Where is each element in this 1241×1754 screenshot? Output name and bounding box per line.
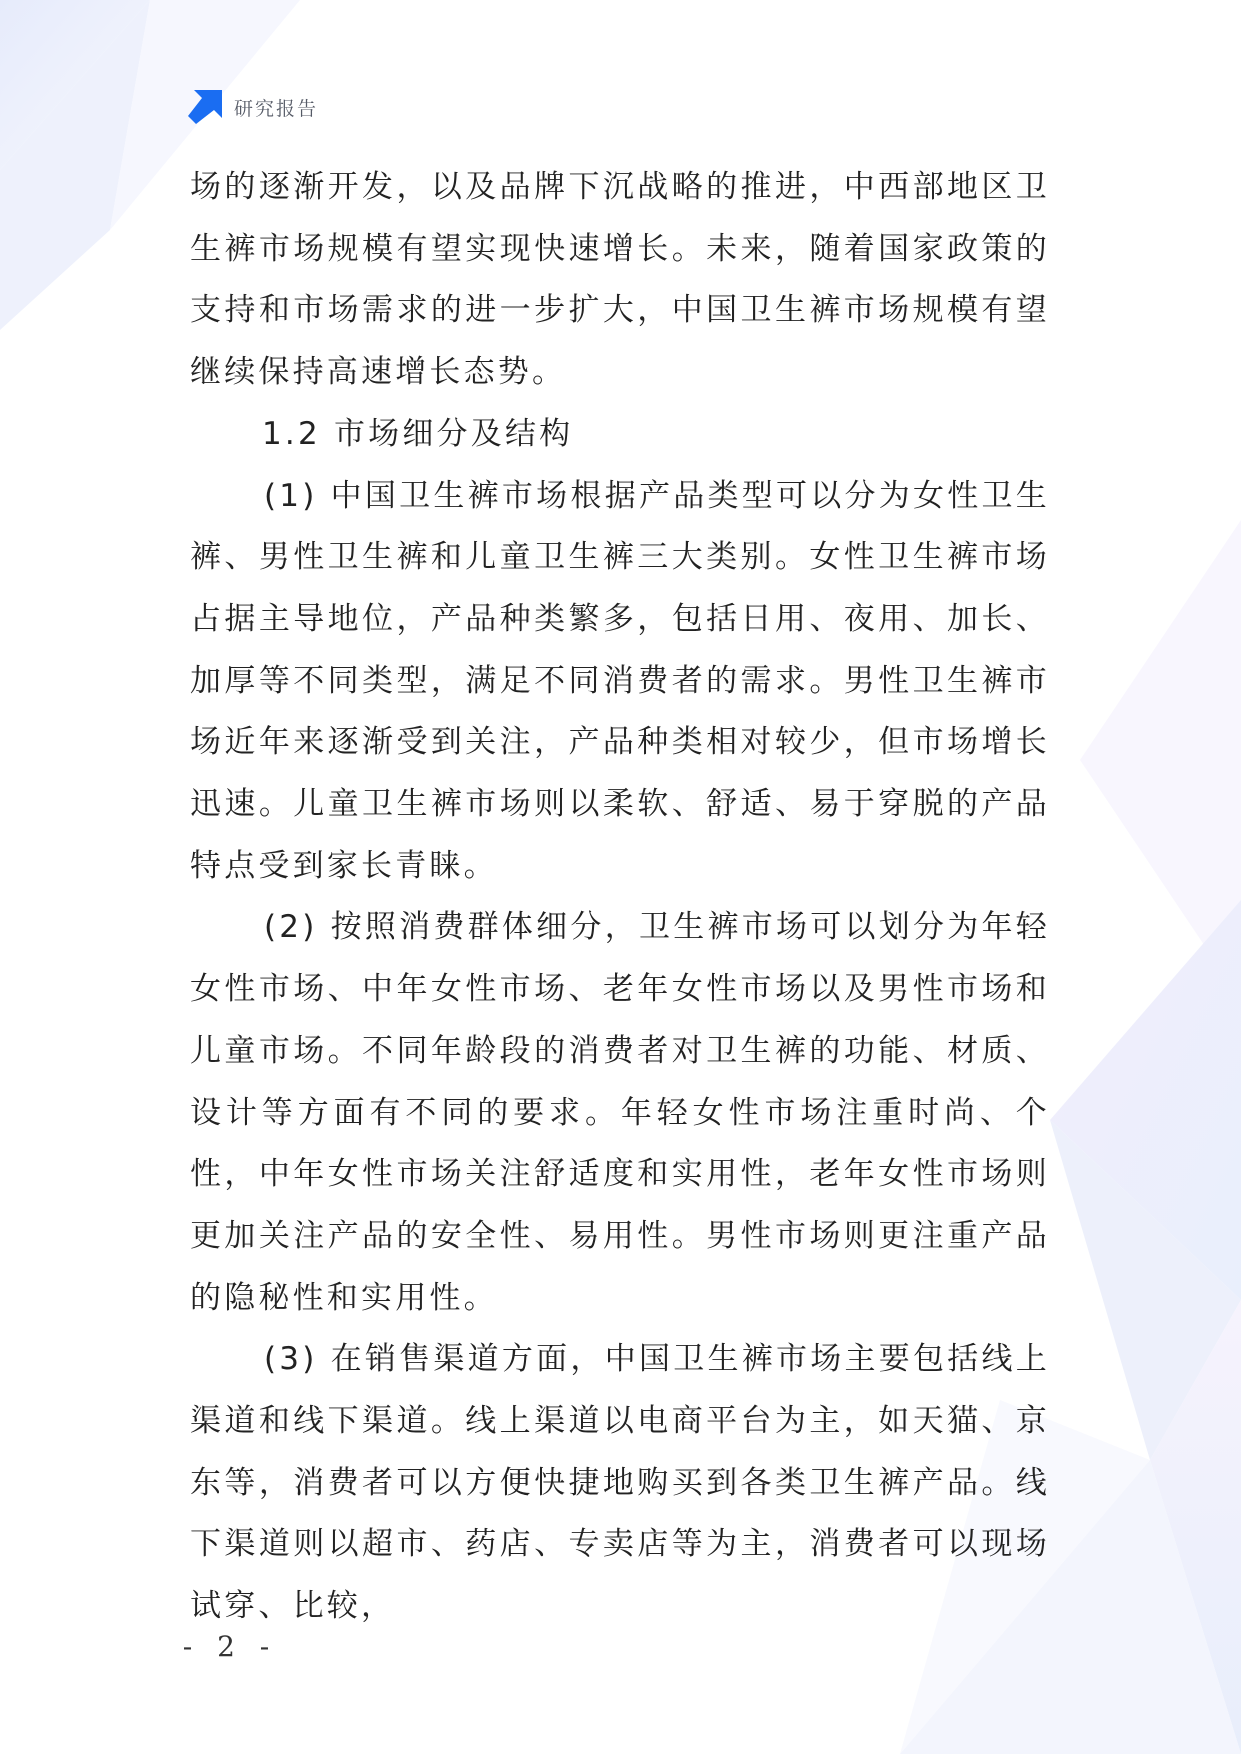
- header-title: 研究报告: [234, 97, 319, 120]
- section-heading: 1.2 市场细分及结构: [262, 415, 574, 452]
- paragraph-product-type: (1) 中国卫生裤市场根据产品类型可以分为女性卫生裤、男性卫生裤和儿童卫生裤三大类别。女性卫生裤市场占据主导地位，产品种类繁多，包括日用、夜用、加长、加厚等不同类型，满足不同消费者的需求。男性卫生裤市场近年来逐渐受到关注，产品种类相对较少，但市场增长迅速。儿童卫生裤市场则以柔软、舒适、易于穿脱的产品特点受到家长青睐。: [190, 477, 1050, 884]
- arrow-up-right-logo-icon: [188, 90, 222, 124]
- report-header: [188, 90, 318, 124]
- paragraph-continuation: 场的逐渐开发，以及品牌下沉战略的推进，中西部地区卫生裤市场规模有望实现快速增长。未来，随着国家政策的支持和市场需求的进一步扩大，中国卫生裤市场规模有望继续保持高速增长态势。: [190, 169, 1050, 391]
- page-number: - 2 -: [182, 1630, 278, 1663]
- document-body: [190, 157, 1050, 1638]
- paragraph-sales-channel: (3) 在销售渠道方面，中国卫生裤市场主要包括线上渠道和线下渠道。线上渠道以电商平台为主，如天猫、京东等，消费者可以方便快捷地购买到各类卫生裤产品。线下渠道则以超市、药店、专卖店等为主，消费者可以现场试穿、比较，: [190, 1341, 1050, 1625]
- paragraph-consumer-group: (2) 按照消费群体细分，卫生裤市场可以划分为年轻女性市场、中年女性市场、老年女性市场以及男性市场和儿童市场。不同年龄段的消费者对卫生裤的功能、材质、设计等方面有不同的要求。年轻女性市场注重时尚、个性，中年女性市场关注舒适度和实用性，老年女性市场则更加关注产品的安全性、易用性。男性市场则更注重产品的隐秘性和实用性。: [190, 909, 1050, 1316]
